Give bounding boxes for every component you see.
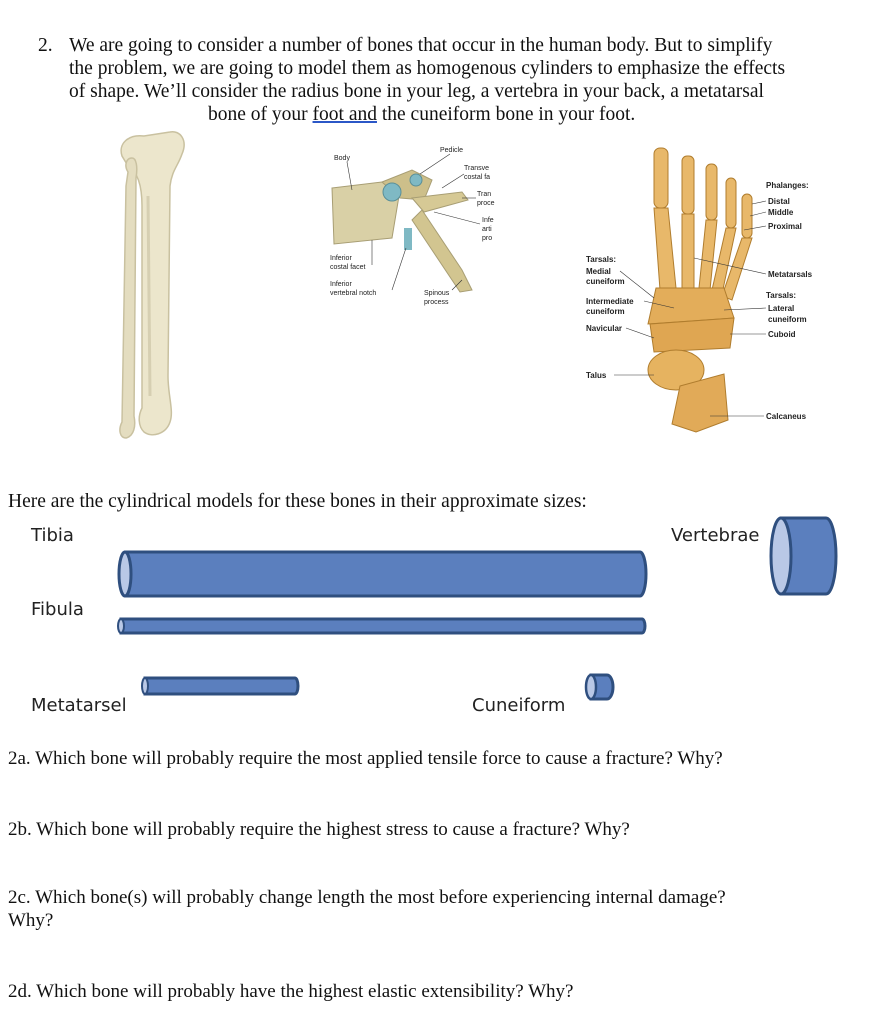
label-metatarsel: Metatarsel	[31, 695, 127, 716]
problem-number: 2.	[38, 35, 53, 56]
foot-right-label-9: Calcaneus	[766, 412, 807, 421]
foot-left-label-2: cuneiform	[586, 277, 625, 286]
vertebra-label-14: process	[424, 299, 449, 306]
foot-right-label-2: Middle	[768, 208, 794, 217]
problem-line-4-tail: the cuneiform bone in your foot.	[376, 104, 636, 125]
problem-line-2: the problem, we are going to model them as homogenous cylinders to emphasize the effects	[69, 58, 786, 79]
question-2b: 2b. Which bone will probably require the highest stress to cause a fracture? Why?	[8, 819, 630, 840]
foot-left-label-1: Medial	[586, 267, 611, 276]
vertebra-label-13: Spinous	[424, 290, 450, 297]
label-tibia: Tibia	[31, 525, 74, 546]
foot-right-label-4: Metatarsals	[768, 270, 813, 279]
foot-right-label-6: Lateral	[768, 304, 795, 313]
vertebra-label-12: vertebral notch	[330, 290, 377, 297]
foot-right-label-1: Distal	[768, 197, 790, 206]
label-cuneiform: Cuneiform	[472, 695, 566, 716]
foot-left-label-0: Tarsals:	[586, 255, 617, 264]
question-2c: 2c. Which bone(s) will probably change length the most before experiencing internal damage?	[8, 887, 726, 908]
label-fibula: Fibula	[31, 599, 84, 620]
vertebra-label-11: Inferior	[330, 281, 352, 288]
question-2d: 2d. Which bone will probably have the highest elastic extensibility? Why?	[8, 981, 574, 1002]
foot-bones-image	[648, 148, 752, 432]
vertebra-label-6: Infe	[482, 217, 494, 224]
vertebra-label-5: proce	[477, 200, 495, 207]
cylinder-models	[0, 505, 882, 705]
models-caption: Here are the cylindrical models for these bones in their approximate sizes:	[8, 491, 587, 512]
underlined-phrase: foot and	[312, 104, 377, 125]
foot-left-label-3: Intermediate	[586, 297, 634, 306]
vertebrae-cylinder	[771, 518, 836, 594]
question-2a: 2a. Which bone will probably require the most applied tensile force to cause a fracture? Why?	[8, 748, 723, 769]
foot-right-label-3: Proximal	[768, 222, 802, 231]
question-2c-why: Why?	[8, 910, 54, 931]
foot-right-label-8: Cuboid	[768, 330, 796, 339]
problem-line-1: We are going to consider a number of bones that occur in the human body. But to simplify	[69, 35, 773, 56]
foot-right-label-0: Phalanges:	[766, 181, 809, 190]
vertebra-label-0: Body	[334, 155, 350, 162]
foot-left-label-4: cuneiform	[586, 307, 625, 316]
tibia-cylinder	[119, 552, 646, 596]
tibia-fibula-illustration	[108, 126, 200, 446]
foot-left-label-6: Talus	[586, 371, 607, 380]
vertebra-bone-image	[332, 170, 472, 292]
vertebra-label-1: Pedicle	[440, 147, 463, 154]
vertebra-label-9: Inferior	[330, 255, 352, 262]
foot-illustration	[584, 138, 834, 443]
problem-line-4	[208, 103, 635, 126]
fibula-cylinder	[118, 619, 645, 633]
problem-line-4-head: bone of your	[208, 104, 313, 125]
foot-right-label-5: Tarsals:	[766, 291, 797, 300]
label-vertebrae: Vertebrae	[671, 525, 760, 546]
foot-right-label-7: cuneiform	[768, 315, 807, 324]
vertebra-label-2: Transve	[464, 165, 490, 172]
vertebra-label-7: arti	[482, 226, 492, 233]
vertebra-illustration	[312, 140, 502, 320]
foot-left-label-5: Navicular	[586, 324, 623, 333]
vertebra-label-4: Tran	[477, 191, 492, 198]
problem-line-3: of shape. We’ll consider the radius bone in your leg, a vertebra in your back, a metatarsal	[69, 81, 764, 102]
vertebra-label-3: costal fa	[464, 174, 491, 181]
vertebra-label-8: pro	[482, 235, 493, 242]
cuneiform-cylinder	[586, 675, 613, 699]
fibula-bone-image	[120, 158, 137, 438]
metatarsal-cylinder	[142, 678, 298, 694]
vertebra-label-10: costal facet	[330, 264, 366, 271]
